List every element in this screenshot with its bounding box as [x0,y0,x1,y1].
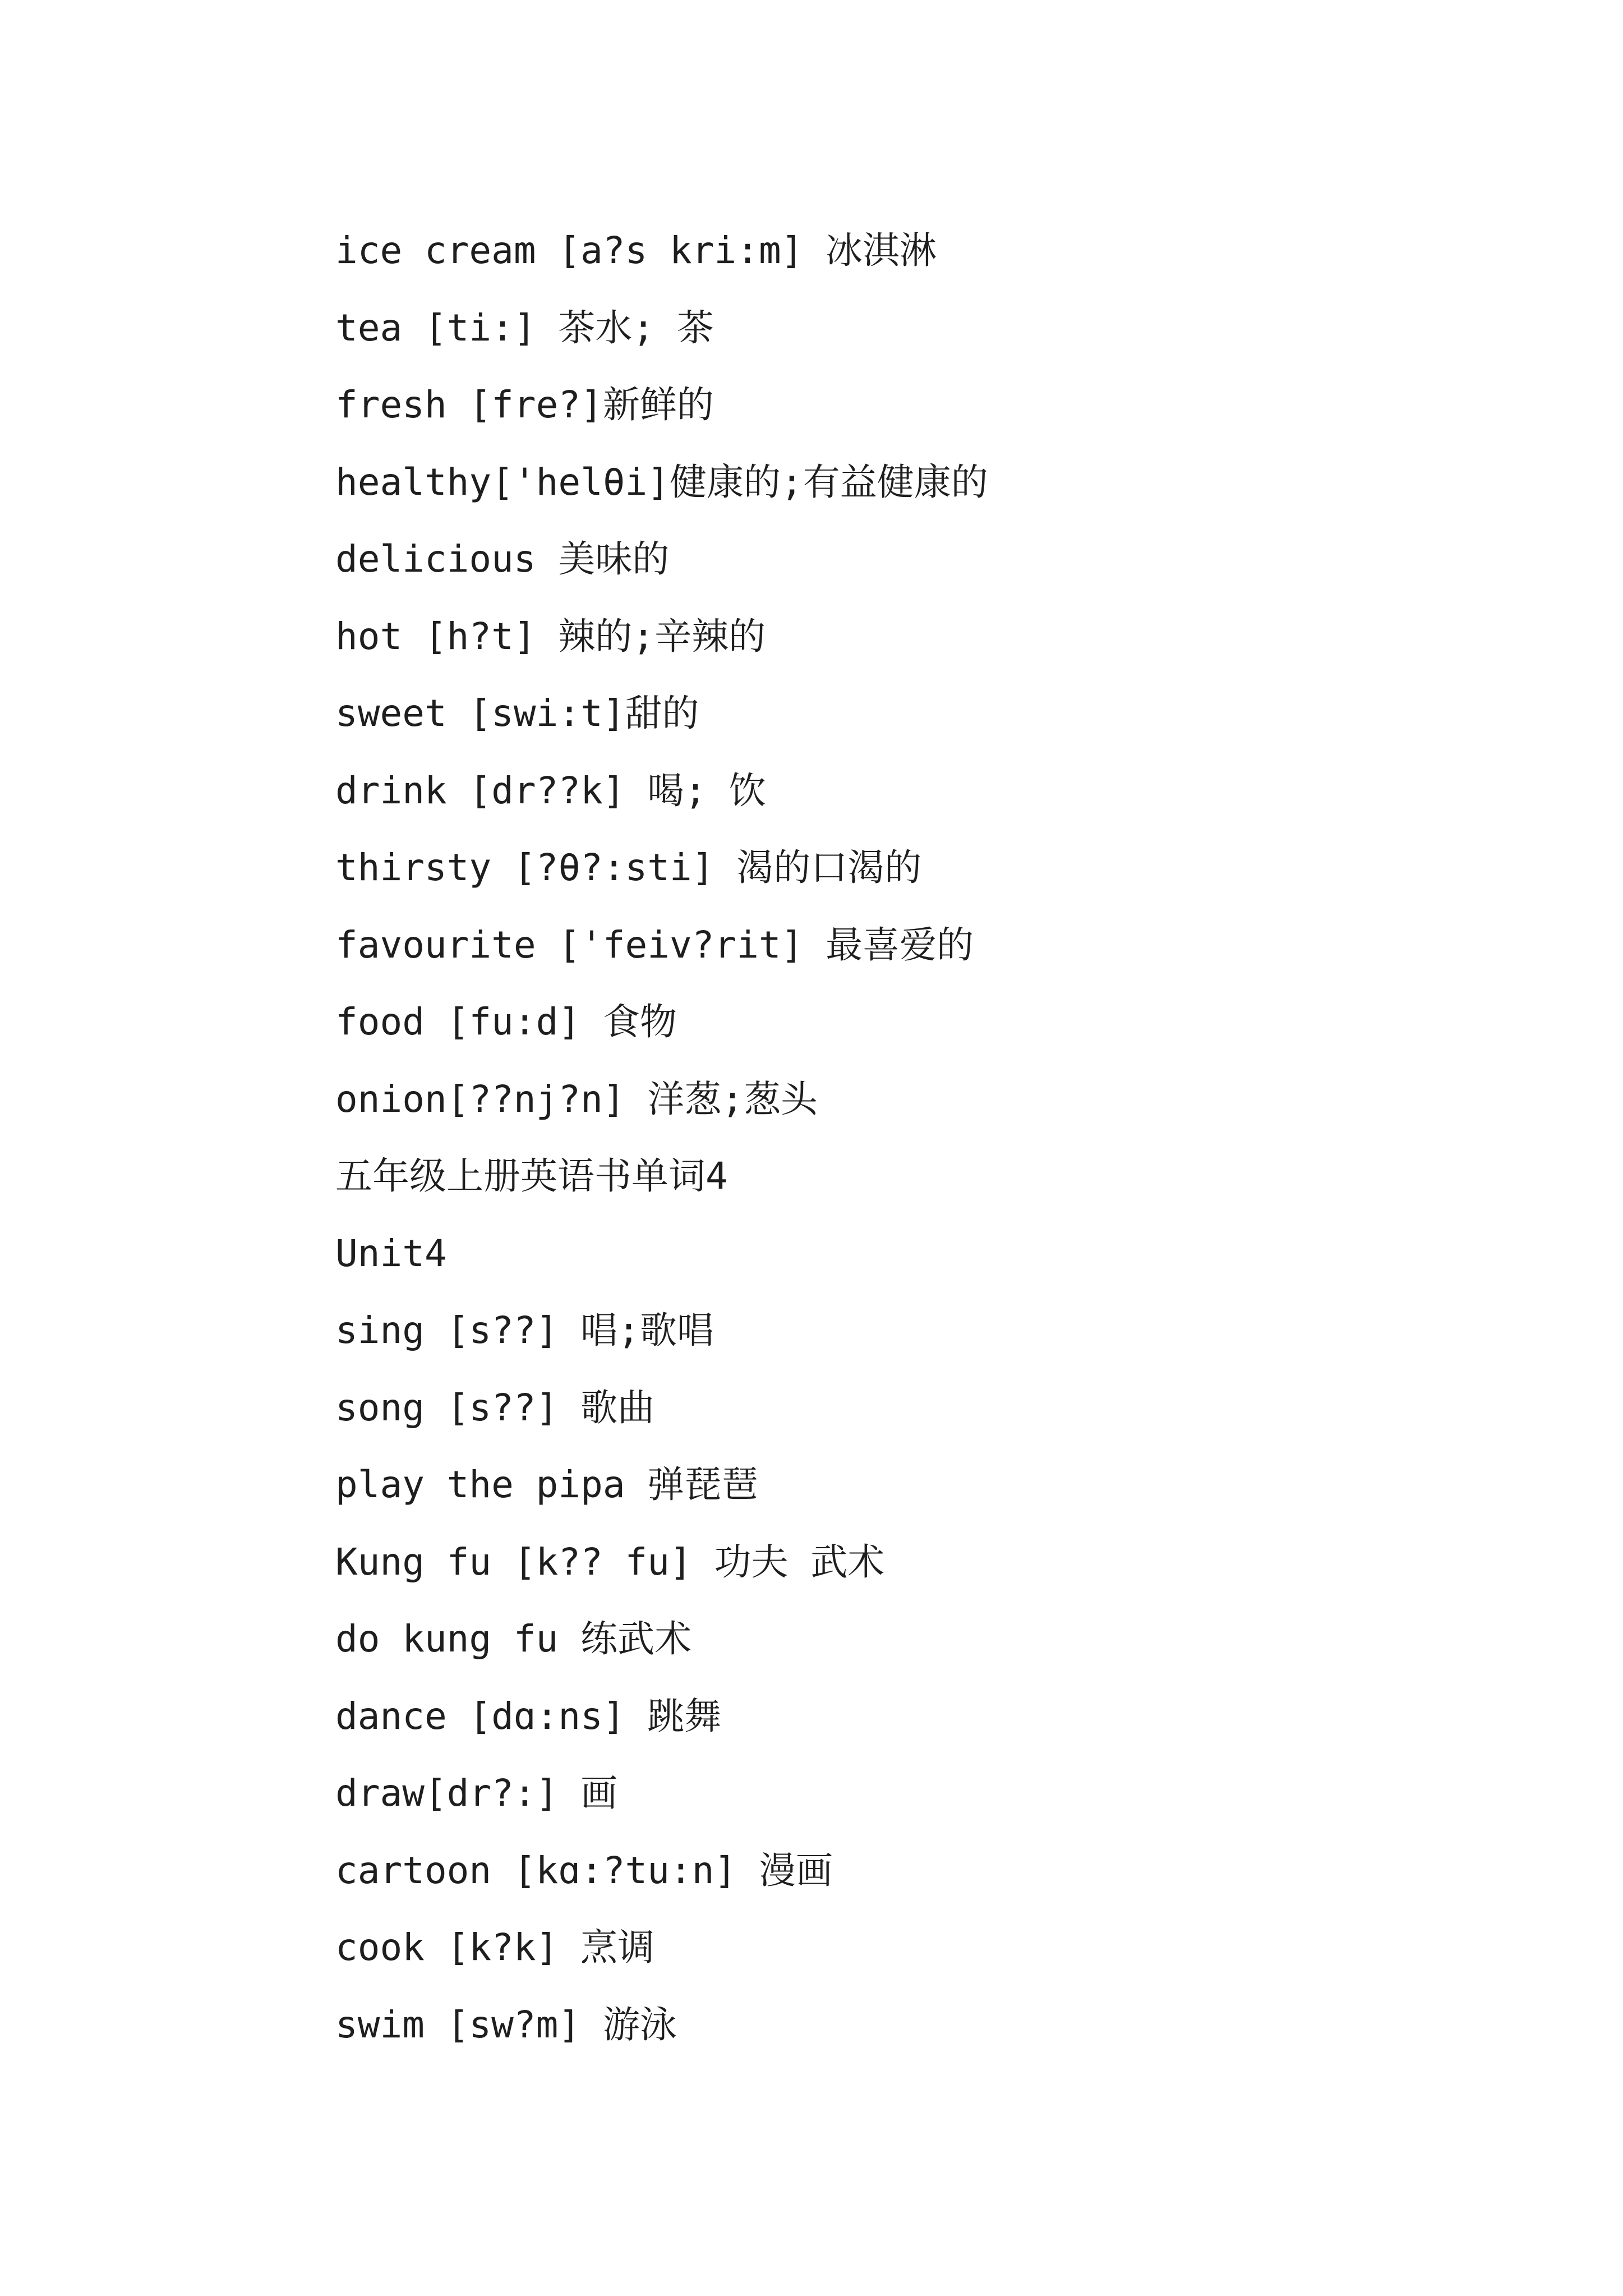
vocab-line: Kung fu [k?? fu] 功夫 武术 [335,1540,885,1584]
vocab-line: play the pipa 弹琵琶 [335,1463,759,1506]
vocab-line: song [s??] 歌曲 [335,1386,655,1429]
vocab-line: food [fu:d] 食物 [335,1000,677,1043]
unit-heading: Unit4 [335,1231,447,1275]
vocab-line: draw[dr?:] 画 [335,1772,618,1815]
vocab-line: dance [dɑ:ns] 跳舞 [335,1694,722,1738]
vocab-line: drink [dr??k] 喝; 饮 [335,769,766,812]
vocab-line: cartoon [kɑ:?tu:n] 漫画 [335,1848,833,1892]
vocab-line: sing [s??] 唱;歌唱 [335,1309,714,1352]
vocab-line: favourite ['feiv?rit] 最喜爱的 [335,923,974,967]
vocab-line: sweet [swi:t]甜的 [335,692,699,735]
vocab-line: swim [sw?m] 游泳 [335,2003,677,2046]
section-heading: 五年级上册英语书单词4 [335,1154,728,1198]
vocabulary-list [335,212,1513,2063]
vocab-line: tea [ti:] 茶水; 茶 [335,306,714,349]
vocab-line: thirsty [?θ?:sti] 渴的口渴的 [335,846,922,889]
vocab-line: cook [k?k] 烹调 [335,1926,655,1969]
vocab-line: healthy['helθi]健康的;有益健康的 [335,460,988,504]
vocab-line: fresh [fre?]新鲜的 [335,383,714,426]
vocab-line: do kung fu 练武术 [335,1617,692,1660]
vocab-line: ice cream [a?s kri:m] 冰淇淋 [335,229,937,272]
vocab-line: delicious 美味的 [335,537,670,581]
vocab-line: onion[??nj?n] 洋葱;葱头 [335,1077,818,1121]
vocab-line: hot [h?t] 辣的;辛辣的 [335,614,766,658]
